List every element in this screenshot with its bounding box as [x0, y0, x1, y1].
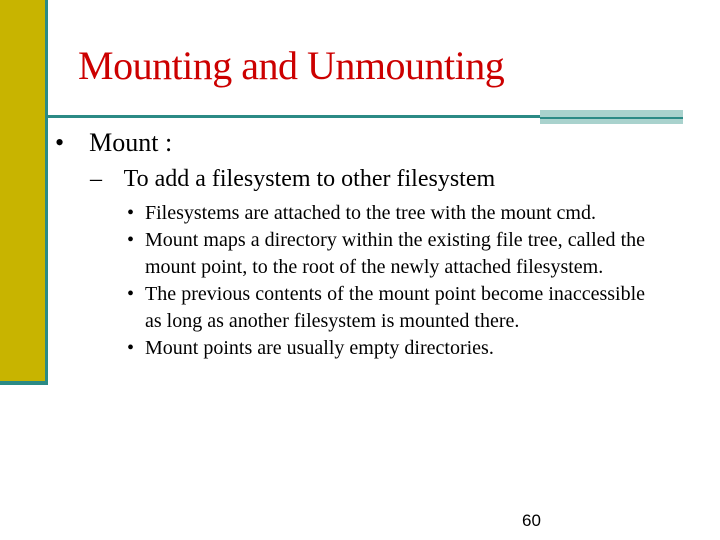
- list-item-text: Mount maps a directory within the existing file tree, called the mount point, to the root of the newly attached filesystem.: [145, 229, 645, 278]
- bullet-level2-text: To add a filesystem to other filesystem: [123, 166, 496, 192]
- list-item-text: The previous contents of the mount point become inaccessible as long as another filesystem is mounted there.: [145, 283, 645, 332]
- list-item-text: Mount points are usually empty directories.: [145, 337, 494, 359]
- bullet-marker: •: [127, 202, 135, 224]
- page-number: 60: [522, 511, 541, 530]
- bullet-marker: •: [127, 337, 135, 359]
- divider-accent-line: [540, 117, 683, 119]
- list-item-text: Filesystems are attached to the tree with the mount cmd.: [145, 202, 596, 224]
- list-item: [127, 227, 645, 281]
- slide-title: Mounting and Unmounting: [78, 43, 505, 88]
- list-item: [127, 281, 645, 335]
- list-item: [127, 335, 645, 362]
- bullet-level3-list: [127, 200, 645, 362]
- left-accent-bar: [0, 0, 45, 383]
- bullet-level1-marker: •: [55, 128, 65, 157]
- bullet-marker: •: [127, 229, 135, 251]
- bullet-level2: [90, 166, 495, 193]
- bullet-level1-text: Mount :: [89, 128, 173, 157]
- left-accent-bottom-line: [0, 381, 48, 385]
- list-item: [127, 200, 645, 227]
- bullet-level2-marker: –: [90, 166, 102, 192]
- left-accent-edge: [45, 0, 48, 385]
- bullet-marker: •: [127, 283, 135, 305]
- bullet-level1: [55, 128, 172, 158]
